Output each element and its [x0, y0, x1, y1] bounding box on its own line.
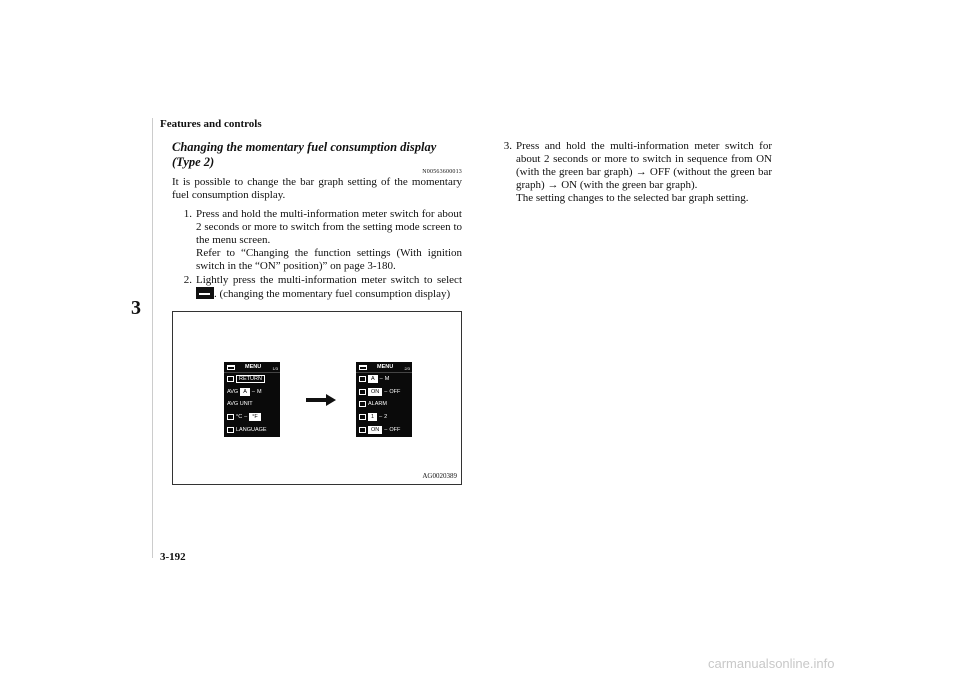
step-text-after: . (changing the momentary fuel consumption display) — [214, 288, 451, 300]
step-1 — [172, 208, 462, 273]
left-column — [172, 140, 462, 302]
step-number: 3. — [503, 140, 512, 152]
language-icon — [227, 427, 234, 433]
menu-row: AVG UNIT — [227, 401, 253, 408]
screen-title: MENU — [245, 364, 262, 370]
step-2 — [172, 274, 462, 301]
menu-row: ON – OFF — [356, 423, 412, 436]
step-reference: Refer to “Changing the function settings (With ignition switch in the “ON” position)” on page 3-180. — [196, 247, 462, 272]
chapter-tab: 3 — [131, 297, 141, 319]
intro-paragraph: It is possible to change the bar graph setting of the momentary fuel consumption display. — [172, 176, 462, 201]
steps-list — [172, 208, 462, 301]
fuel-consumption-icon — [359, 427, 366, 433]
title-line-1: Changing the momentary fuel consumption display — [172, 140, 437, 154]
page-number: 3-192 — [160, 551, 186, 563]
step-3 — [492, 140, 772, 205]
menu-icon — [227, 365, 235, 370]
step-text: Press and hold the multi-information meter switch for about 2 seconds or more to switch from the setting mode screen to the menu screen. — [196, 208, 462, 246]
margin-rule — [152, 118, 153, 558]
speaker-icon — [359, 389, 366, 395]
title-line-2: (Type 2) — [172, 155, 215, 169]
screen-title: MENU — [377, 364, 394, 370]
step-text: Press and hold the multi-information meter switch for about 2 seconds or more to switch in sequence from ON (with the green bar graph) → OFF (without the green bar graph) → ON (with the green bar graph). — [516, 140, 772, 191]
menu-row: RETURN — [224, 373, 280, 386]
section-header: Features and controls — [160, 118, 262, 130]
display-illustration — [172, 311, 462, 485]
reference-code: N00563600013 — [422, 169, 462, 175]
menu-screen-2 — [356, 362, 412, 437]
menu-row: 1 – 2 — [356, 411, 412, 424]
menu-row: A – M — [356, 373, 412, 386]
menu-row: ON – OFF — [356, 386, 412, 399]
menu-row: LANGUAGE — [224, 423, 280, 436]
figure-id: AG0020389 — [422, 472, 457, 480]
cup-icon — [359, 401, 366, 407]
step-number: 1. — [183, 208, 192, 220]
brightness-icon — [359, 414, 366, 420]
menu-row: AVG A – M — [227, 388, 262, 395]
step-text: Lightly press the multi-information meter switch to select — [196, 274, 462, 286]
screen-page: 1/3 — [272, 366, 278, 371]
menu-row: ALARM — [356, 398, 412, 411]
right-column — [492, 140, 772, 206]
thermometer-icon — [227, 414, 234, 420]
step-result: The setting changes to the selected bar graph setting. — [516, 192, 749, 204]
arrow-right-icon — [306, 394, 336, 406]
section-title — [172, 140, 462, 170]
return-icon — [227, 376, 234, 382]
watermark: carmanualsonline.info — [708, 656, 835, 671]
step-number: 2. — [183, 274, 192, 286]
screen-page: 2/3 — [404, 366, 410, 371]
menu-row: °C – °F — [224, 411, 280, 424]
menu-icon — [359, 365, 367, 370]
fuel-icon — [359, 376, 366, 382]
menu-screen-1 — [224, 362, 280, 437]
fuel-consumption-icon — [196, 287, 214, 299]
